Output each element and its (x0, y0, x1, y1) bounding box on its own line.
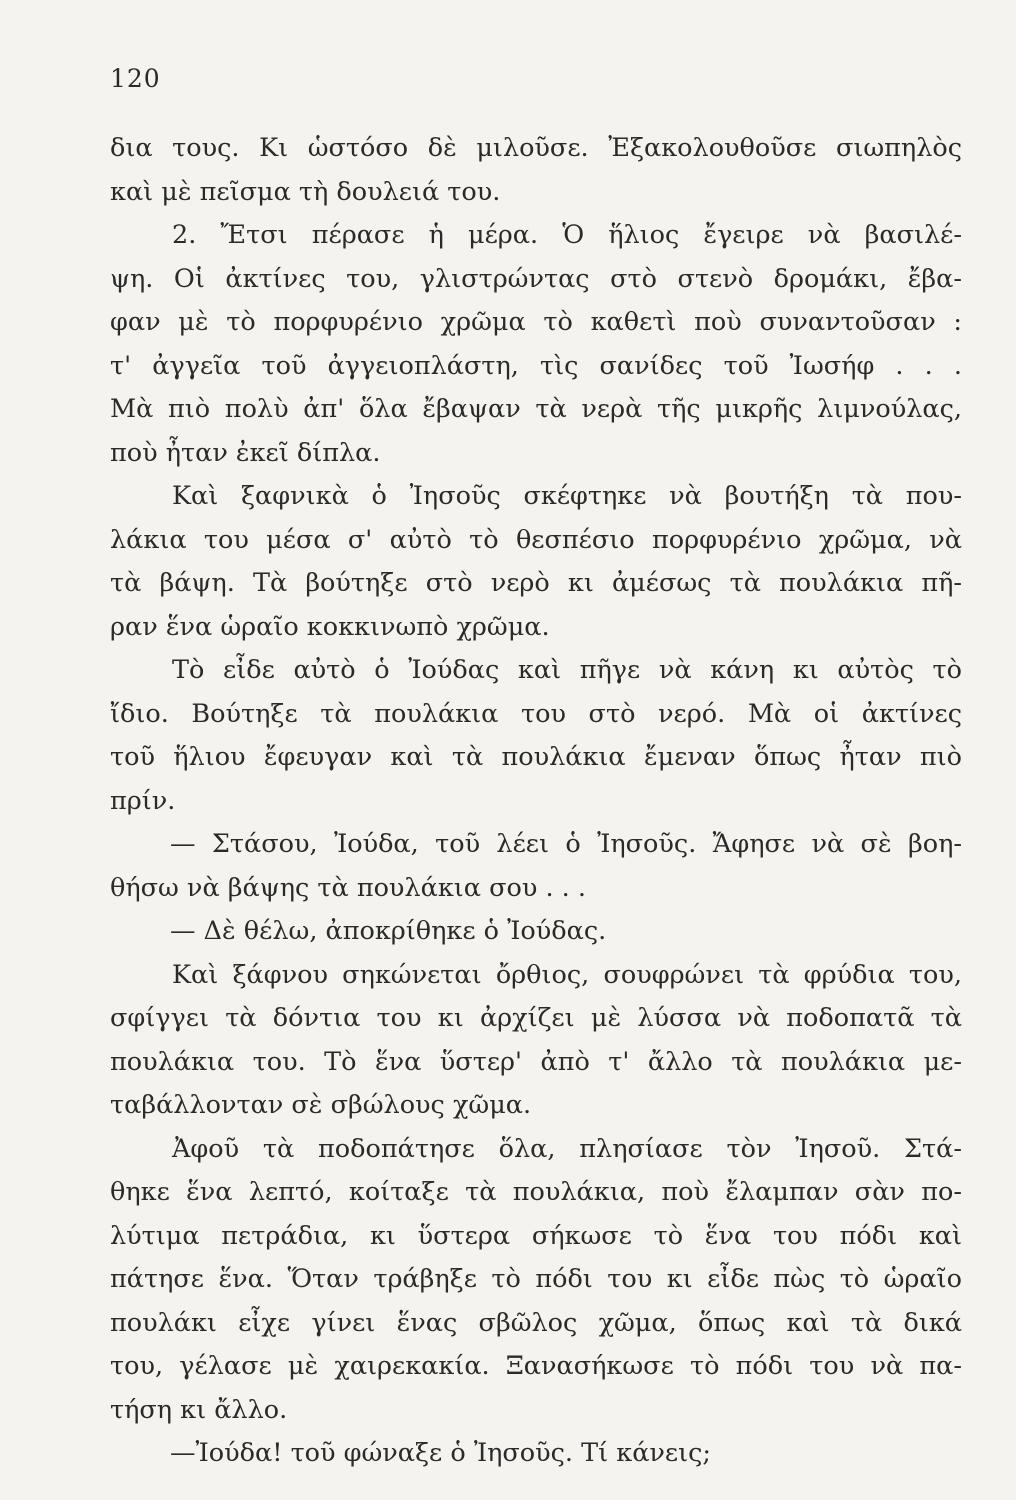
text-line: τοῦ ἥλιου ἔφευγαν καὶ τὰ πουλάκια ἔμεναν ὅπως ἦταν πιὸ (110, 742, 962, 772)
body-text (110, 127, 962, 1476)
text-line: Μὰ πιὸ πολὺ ἀπ' ὅλα ἔβαψαν τὰ νερὰ τῆς μικρῆς λιμνούλας, (110, 394, 962, 424)
text-line: φαν μὲ τὸ πορφυρένιο χρῶμα τὸ καθετὶ ποὺ συναντοῦσαν : (110, 307, 962, 337)
text-line: τήση κι ἄλλο. (110, 1394, 288, 1425)
text-line: πρίν. (110, 785, 176, 816)
text-line: ποὺ ἦταν ἐκεῖ δίπλα. (110, 437, 381, 468)
text-line: Ἀφοῦ τὰ ποδοπάτησε ὅλα, πλησίασε τὸν Ἰησοῦ. Στά- (172, 1133, 962, 1164)
text-line: Τὸ εἶδε αὐτὸ ὁ Ἰούδας καὶ πῆγε νὰ κάνη κι αὐτὸς τὸ (172, 655, 962, 685)
text-line: —Ἰούδα! τοῦ φώναξε ὁ Ἰησοῦς. Τί κάνεις; (170, 1438, 711, 1468)
text-line: τ' ἀγγεῖα τοῦ ἀγγειοπλάστη, τὶς σανίδες τοῦ Ἰωσήφ . . . (110, 350, 962, 381)
text-line: λάκια του μέσα σ' αὐτὸ τὸ θεσπέσιο πορφυρένιο χρῶμα, νὰ (110, 524, 962, 555)
text-line: πουλάκια του. Τὸ ἕνα ὕστερ' ἀπὸ τ' ἄλλο τὰ πουλάκια με- (110, 1046, 962, 1077)
text-line: σφίγγει τὰ δόντια του κι ἀρχίζει μὲ λύσσα νὰ ποδοπατᾶ τὰ (110, 1003, 962, 1033)
text-line: πάτησε ἕνα. Ὅταν τράβηξε τὸ πόδι του κι εἶδε πὼς τὸ ὡραῖο (110, 1264, 962, 1294)
page-number: 120 (110, 64, 161, 93)
text-line: ἴδιο. Βούτηξε τὰ πουλάκια του στὸ νερό. Μὰ οἱ ἀκτίνες (110, 698, 962, 729)
text-line: ψη. Οἱ ἀκτίνες του, γλιστρώντας στὸ στενὸ δρομάκι, ἔβα- (110, 263, 962, 294)
text-line: πουλάκι εἶχε γίνει ἕνας σβῶλος χῶμα, ὅπως καὶ τὰ δικά (110, 1307, 962, 1338)
text-line: — Δὲ θέλω, ἀποκρίθηκε ὁ Ἰούδας. (170, 916, 607, 946)
text-line: ραν ἕνα ὡραῖο κοκκινωπὸ χρῶμα. (110, 611, 550, 642)
text-line: 2. Ἔτσι πέρασε ἡ μέρα. Ὁ ἥλιος ἔγειρε νὰ βασιλέ- (172, 220, 962, 250)
text-line: — Στάσου, Ἰούδα, τοῦ λέει ὁ Ἰησοῦς. Ἄφησε νὰ σὲ βοη- (170, 829, 962, 859)
text-line: δια τους. Κι ὡστόσο δὲ μιλοῦσε. Ἐξακολουθοῦσε σιωπηλὸς (110, 133, 962, 163)
text-line: ταβάλλονταν σὲ σβώλους χῶμα. (110, 1090, 532, 1120)
text-line: Καὶ ξάφνου σηκώνεται ὄρθιος, σουφρώνει τὰ φρύδια του, (172, 959, 962, 990)
text-line: του, γέλασε μὲ χαιρεκακία. Ξανασήκωσε τὸ πόδι του νὰ πα- (110, 1351, 962, 1381)
text-line: καὶ μὲ πεῖσμα τὴ δουλειά του. (110, 176, 501, 207)
text-line: τὰ βάψη. Τὰ βούτηξε στὸ νερὸ κι ἀμέσως τὰ πουλάκια πῆ- (110, 568, 962, 598)
text-line: θήσω νὰ βάψης τὰ πουλάκια σου . . . (110, 872, 586, 903)
text-line: Καὶ ξαφνικὰ ὁ Ἰησοῦς σκέφτηκε νὰ βουτήξη τὰ που- (172, 481, 962, 511)
text-line: θηκε ἕνα λεπτό, κοίταξε τὰ πουλάκια, ποὺ ἔλαμπαν σὰν πο- (110, 1177, 962, 1207)
text-line: λύτιμα πετράδια, κι ὕστερα σήκωσε τὸ ἕνα του πόδι καὶ (110, 1220, 962, 1251)
